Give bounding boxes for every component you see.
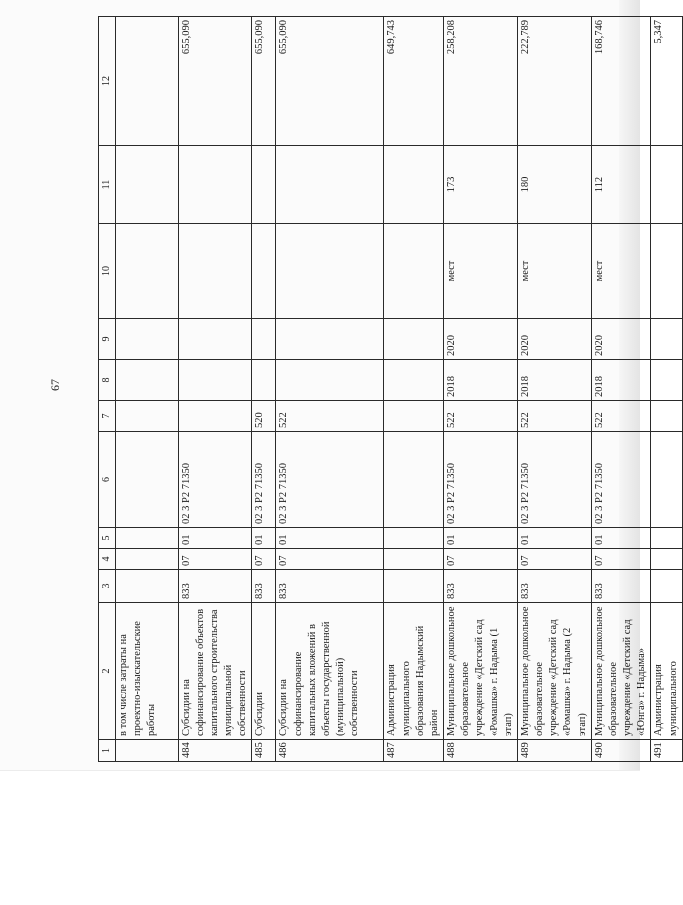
table-cell: 01 [178,528,252,549]
table-cell: 655,090 [178,17,252,146]
column-number-cell: 12 [99,17,116,146]
table-cell: 258,208 [444,17,518,146]
table-cell: 07 [178,549,252,570]
column-number-cell: 11 [99,146,116,224]
table-cell: Субсидии [252,603,276,740]
table-row [178,17,252,762]
table-cell [178,224,252,319]
table-cell: 01 [276,528,384,549]
column-number-cell: 10 [99,224,116,319]
table-cell: 02 3 Р2 71350 [591,432,651,528]
table-cell [651,319,682,360]
table-cell [384,360,444,401]
table-cell: 07 [591,549,651,570]
table-cell [276,224,384,319]
table-cell [115,401,178,432]
table-cell [384,528,444,549]
table-row [276,17,384,762]
table-cell: 488 [444,740,518,762]
table-cell: 833 [444,570,518,603]
table-cell [651,224,682,319]
table-cell: мест [444,224,518,319]
table-cell: 112 [591,146,651,224]
table-cell: мест [591,224,651,319]
table-row [115,17,178,762]
table-row [384,17,444,762]
table-cell [276,360,384,401]
table-cell: в том числе затраты на проектно-изыскательские работы [115,603,178,740]
table-cell [252,146,276,224]
table-cell: 02 3 Р2 71350 [444,432,518,528]
table-row [517,17,591,762]
table-cell: 833 [276,570,384,603]
table-cell [276,319,384,360]
table-cell: 168,746 [591,17,651,146]
table-cell [178,401,252,432]
table-cell: 655,090 [276,17,384,146]
table-cell [651,570,682,603]
table-cell: 649,743 [384,17,444,146]
table-cell: 2018 [517,360,591,401]
table-cell: 02 3 Р2 71350 [252,432,276,528]
table-cell [384,432,444,528]
table-cell [115,224,178,319]
table-cell: 02 3 Р2 71350 [178,432,252,528]
table-cell [115,528,178,549]
table-cell: 833 [517,570,591,603]
table-cell: 2018 [444,360,518,401]
table-cell: 5,347 [651,17,682,146]
table-cell: 833 [252,570,276,603]
table-cell: Муниципальное дошкольное образовательное учреждение «Детский сад «Ромашка» г. Надыма (2 этап) [517,603,591,740]
table-cell: 01 [517,528,591,549]
table-cell [651,528,682,549]
table-cell [384,319,444,360]
table-cell: Субсидии на софинансирование объектов капитального строительства муниципальной собственности [178,603,252,740]
table-cell: Муниципальное дошкольное образовательное учреждение «Детский сад «Ромашка» г. Надыма (1 этап) [444,603,518,740]
table-cell: 485 [252,740,276,762]
table-cell: 520 [252,401,276,432]
table-cell [651,432,682,528]
column-number-cell: 7 [99,401,116,432]
table-cell [252,319,276,360]
table-cell: Муниципальное дошкольное образовательное учреждение «Детский сад «Юнга» г. Надыма» [591,603,651,740]
table-cell: 655,090 [252,17,276,146]
table-cell: 487 [384,740,444,762]
table-cell: Администрация муниципального образования Надымский район [384,603,444,740]
table-cell: 07 [252,549,276,570]
column-number-cell: 4 [99,549,116,570]
table-cell [252,224,276,319]
column-number-cell: 9 [99,319,116,360]
table-cell: 07 [276,549,384,570]
table-cell [115,319,178,360]
rotated-table-content [98,20,679,762]
table-cell [115,17,178,146]
table-cell: 833 [178,570,252,603]
table-cell: 02 3 Р2 71350 [276,432,384,528]
table-cell: 522 [276,401,384,432]
table-cell: Субсидии на софинансирование капитальных вложений в объекты государственной (муниципальной) собственности [276,603,384,740]
table-cell [115,549,178,570]
table-cell [384,146,444,224]
table-cell: 02 3 Р2 71350 [517,432,591,528]
column-number-cell: 3 [99,570,116,603]
table-cell [384,549,444,570]
table-cell [115,360,178,401]
table-cell: Администрация муниципального [651,603,682,740]
table-row [591,17,651,762]
table-cell: 522 [591,401,651,432]
table-cell: 01 [591,528,651,549]
table-cell [384,570,444,603]
table-cell: мест [517,224,591,319]
table-cell: 522 [444,401,518,432]
table-header-row [99,17,116,762]
table-cell [651,146,682,224]
table-row [444,17,518,762]
table-cell [115,570,178,603]
table-cell [115,146,178,224]
table-cell [178,360,252,401]
table-cell [651,360,682,401]
budget-table [98,16,683,762]
table-cell: 222,789 [517,17,591,146]
table-cell [384,401,444,432]
column-number-cell: 6 [99,432,116,528]
table-cell: 484 [178,740,252,762]
table-cell [178,146,252,224]
table-row [252,17,276,762]
table-cell: 07 [517,549,591,570]
table-cell: 833 [591,570,651,603]
table-cell [178,319,252,360]
table-cell: 180 [517,146,591,224]
rotated-table-frame [98,20,679,762]
table-cell [115,740,178,762]
table-cell [276,146,384,224]
table-cell: 490 [591,740,651,762]
table-cell: 486 [276,740,384,762]
column-number-cell: 2 [99,603,116,740]
table-cell: 2020 [591,319,651,360]
table-cell [651,549,682,570]
table-cell: 01 [444,528,518,549]
column-number-cell: 1 [99,740,116,762]
table-cell: 01 [252,528,276,549]
table-cell: 2020 [444,319,518,360]
table-cell [252,360,276,401]
table-cell: 173 [444,146,518,224]
table-row [651,17,682,762]
table-cell: 07 [444,549,518,570]
table-cell [651,401,682,432]
column-number-cell: 5 [99,528,116,549]
table-cell [384,224,444,319]
table-cell: 2018 [591,360,651,401]
table-cell: 522 [517,401,591,432]
table-cell: 491 [651,740,682,762]
table-cell: 489 [517,740,591,762]
column-number-cell: 8 [99,360,116,401]
page-number: 67 [48,379,62,391]
table-cell: 2020 [517,319,591,360]
table-cell [115,432,178,528]
